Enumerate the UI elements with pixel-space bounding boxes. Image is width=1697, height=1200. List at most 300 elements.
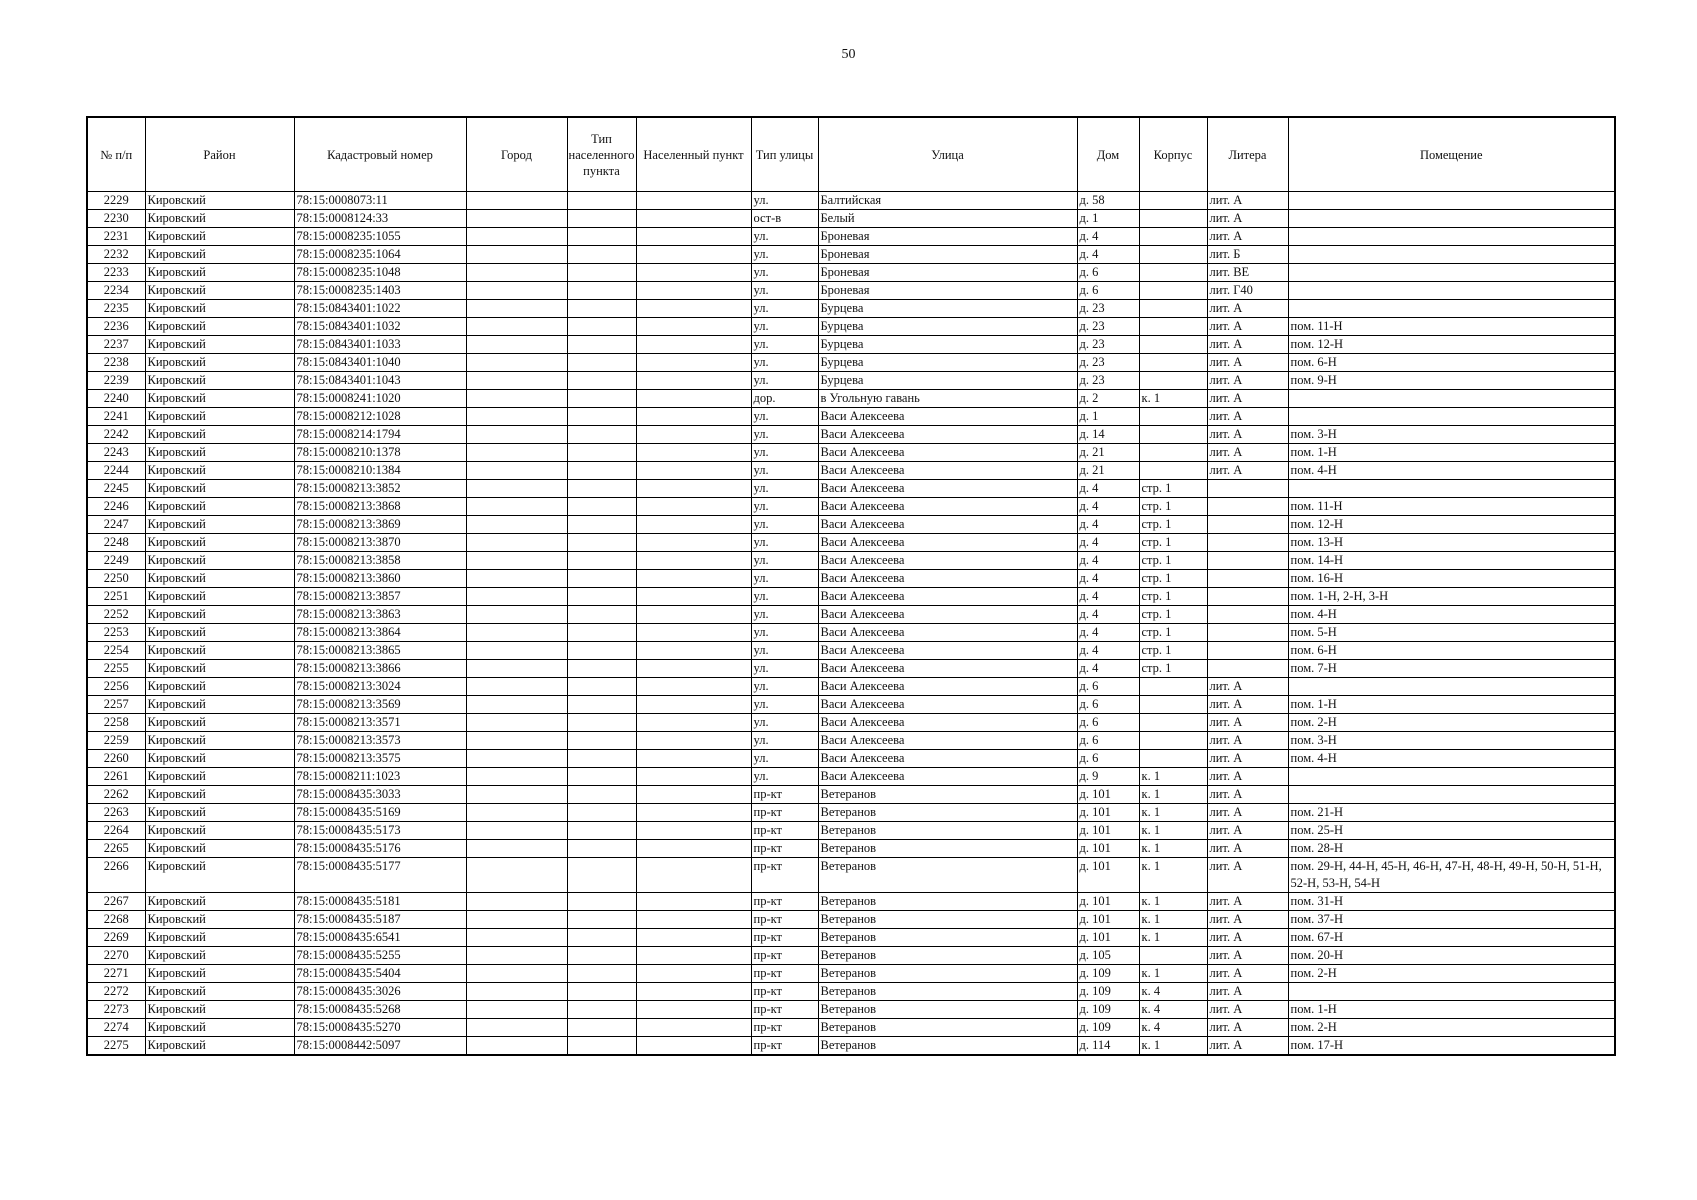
cell-street: Васи Алексеева bbox=[818, 768, 1077, 786]
cell-city bbox=[466, 965, 567, 983]
table-row bbox=[87, 588, 1615, 606]
cell-street-type: пр-кт bbox=[751, 822, 818, 840]
cell-city bbox=[466, 570, 567, 588]
cell-settlement bbox=[636, 750, 751, 768]
cell-building: к. 1 bbox=[1139, 840, 1207, 858]
cell-house: д. 21 bbox=[1077, 462, 1139, 480]
cell-letter: лит. А bbox=[1207, 840, 1288, 858]
cell-street: Васи Алексеева bbox=[818, 408, 1077, 426]
cell-city bbox=[466, 1019, 567, 1037]
cell-house: д. 101 bbox=[1077, 911, 1139, 929]
cell-letter: лит. А bbox=[1207, 983, 1288, 1001]
cell-street-type: ул. bbox=[751, 426, 818, 444]
cell-settlement bbox=[636, 282, 751, 300]
cell-letter: лит. А bbox=[1207, 408, 1288, 426]
cell-district: Кировский bbox=[145, 858, 294, 893]
cell-district: Кировский bbox=[145, 444, 294, 462]
cell-letter: лит. А bbox=[1207, 678, 1288, 696]
cell-street-type: ул. bbox=[751, 354, 818, 372]
cell-letter bbox=[1207, 606, 1288, 624]
cell-city bbox=[466, 318, 567, 336]
cell-district: Кировский bbox=[145, 408, 294, 426]
cell-house: д. 1 bbox=[1077, 210, 1139, 228]
cell-street-type: ул. bbox=[751, 282, 818, 300]
cell-settlement bbox=[636, 516, 751, 534]
cell-building bbox=[1139, 750, 1207, 768]
cell-district: Кировский bbox=[145, 354, 294, 372]
cell-building bbox=[1139, 444, 1207, 462]
cell-street-type: ост-в bbox=[751, 210, 818, 228]
cell-building: к. 1 bbox=[1139, 822, 1207, 840]
cell-cadastral-number: 78:15:0008124:33 bbox=[294, 210, 466, 228]
cell-street: Васи Алексеева bbox=[818, 660, 1077, 678]
table-row bbox=[87, 947, 1615, 965]
header-street: Улица bbox=[818, 117, 1077, 192]
table-row bbox=[87, 534, 1615, 552]
cell-house: д. 23 bbox=[1077, 372, 1139, 390]
cell-number: 2242 bbox=[87, 426, 145, 444]
cell-cadastral-number: 78:15:0008435:3033 bbox=[294, 786, 466, 804]
cell-number: 2271 bbox=[87, 965, 145, 983]
cell-house: д. 109 bbox=[1077, 1019, 1139, 1037]
table-row bbox=[87, 786, 1615, 804]
cell-letter: лит. А bbox=[1207, 714, 1288, 732]
cell-settlement-type bbox=[567, 965, 636, 983]
cell-number: 2250 bbox=[87, 570, 145, 588]
cell-city bbox=[466, 498, 567, 516]
cell-building bbox=[1139, 696, 1207, 714]
cell-number: 2257 bbox=[87, 696, 145, 714]
cell-house: д. 101 bbox=[1077, 893, 1139, 911]
cell-premises: пом. 1-Н bbox=[1288, 444, 1615, 462]
cell-premises bbox=[1288, 246, 1615, 264]
cell-city bbox=[466, 840, 567, 858]
cell-letter: лит. А bbox=[1207, 911, 1288, 929]
cell-number: 2252 bbox=[87, 606, 145, 624]
cell-number: 2260 bbox=[87, 750, 145, 768]
cell-letter: лит. А bbox=[1207, 696, 1288, 714]
cell-cadastral-number: 78:15:0008210:1384 bbox=[294, 462, 466, 480]
cell-cadastral-number: 78:15:0008213:3869 bbox=[294, 516, 466, 534]
cell-district: Кировский bbox=[145, 318, 294, 336]
cell-house: д. 6 bbox=[1077, 264, 1139, 282]
table-row bbox=[87, 1037, 1615, 1056]
cell-settlement-type bbox=[567, 336, 636, 354]
cell-settlement-type bbox=[567, 228, 636, 246]
header-street-type: Тип улицы bbox=[751, 117, 818, 192]
table-row bbox=[87, 606, 1615, 624]
table-row bbox=[87, 768, 1615, 786]
cell-settlement bbox=[636, 336, 751, 354]
cell-district: Кировский bbox=[145, 264, 294, 282]
cell-house: д. 2 bbox=[1077, 390, 1139, 408]
cell-settlement bbox=[636, 462, 751, 480]
cell-premises bbox=[1288, 408, 1615, 426]
cell-cadastral-number: 78:15:0008435:5270 bbox=[294, 1019, 466, 1037]
cell-cadastral-number: 78:15:0008213:3864 bbox=[294, 624, 466, 642]
cell-letter: лит. А bbox=[1207, 822, 1288, 840]
cell-letter bbox=[1207, 552, 1288, 570]
cell-number: 2244 bbox=[87, 462, 145, 480]
cell-cadastral-number: 78:15:0008213:3865 bbox=[294, 642, 466, 660]
cell-cadastral-number: 78:15:0008435:5176 bbox=[294, 840, 466, 858]
cell-street: Бурцева bbox=[818, 372, 1077, 390]
cell-city bbox=[466, 768, 567, 786]
cell-street-type: ул. bbox=[751, 768, 818, 786]
table-row bbox=[87, 965, 1615, 983]
cell-street: Бурцева bbox=[818, 354, 1077, 372]
cell-settlement bbox=[636, 390, 751, 408]
table-row bbox=[87, 858, 1615, 893]
cell-building: к. 1 bbox=[1139, 929, 1207, 947]
cell-number: 2270 bbox=[87, 947, 145, 965]
cell-district: Кировский bbox=[145, 804, 294, 822]
cell-street: Ветеранов bbox=[818, 929, 1077, 947]
cell-street-type: ул. bbox=[751, 642, 818, 660]
cell-letter: лит. А bbox=[1207, 318, 1288, 336]
cell-district: Кировский bbox=[145, 462, 294, 480]
cell-house: д. 4 bbox=[1077, 246, 1139, 264]
cell-settlement-type bbox=[567, 911, 636, 929]
cell-premises: пом. 25-Н bbox=[1288, 822, 1615, 840]
cell-premises bbox=[1288, 390, 1615, 408]
cell-premises: пом. 31-Н bbox=[1288, 893, 1615, 911]
cell-street-type: пр-кт bbox=[751, 1037, 818, 1056]
cell-city bbox=[466, 390, 567, 408]
cell-letter: лит. А bbox=[1207, 965, 1288, 983]
cell-street-type: ул. bbox=[751, 606, 818, 624]
cell-settlement bbox=[636, 354, 751, 372]
cell-building: к. 4 bbox=[1139, 1019, 1207, 1037]
cell-premises bbox=[1288, 282, 1615, 300]
cell-settlement bbox=[636, 534, 751, 552]
cell-cadastral-number: 78:15:0008435:5268 bbox=[294, 1001, 466, 1019]
cell-premises bbox=[1288, 768, 1615, 786]
cell-district: Кировский bbox=[145, 696, 294, 714]
cell-cadastral-number: 78:15:0008241:1020 bbox=[294, 390, 466, 408]
cell-city bbox=[466, 228, 567, 246]
table-row bbox=[87, 893, 1615, 911]
table-row bbox=[87, 498, 1615, 516]
cell-building: стр. 1 bbox=[1139, 642, 1207, 660]
cell-settlement bbox=[636, 300, 751, 318]
cell-cadastral-number: 78:15:0008442:5097 bbox=[294, 1037, 466, 1056]
cell-building bbox=[1139, 246, 1207, 264]
cell-number: 2233 bbox=[87, 264, 145, 282]
cell-house: д. 6 bbox=[1077, 282, 1139, 300]
cell-street-type: пр-кт bbox=[751, 965, 818, 983]
cell-cadastral-number: 78:15:0008435:5255 bbox=[294, 947, 466, 965]
cell-street: Васи Алексеева bbox=[818, 732, 1077, 750]
cell-city bbox=[466, 426, 567, 444]
cell-street: Ветеранов bbox=[818, 983, 1077, 1001]
table-row bbox=[87, 660, 1615, 678]
cell-settlement bbox=[636, 947, 751, 965]
cell-settlement bbox=[636, 768, 751, 786]
cell-building bbox=[1139, 714, 1207, 732]
cell-street-type: ул. bbox=[751, 372, 818, 390]
table-row bbox=[87, 336, 1615, 354]
cell-number: 2230 bbox=[87, 210, 145, 228]
cell-letter: лит. Б bbox=[1207, 246, 1288, 264]
cell-street: Васи Алексеева bbox=[818, 516, 1077, 534]
cell-city bbox=[466, 893, 567, 911]
cell-district: Кировский bbox=[145, 750, 294, 768]
cell-cadastral-number: 78:15:0008435:3026 bbox=[294, 983, 466, 1001]
cell-settlement bbox=[636, 642, 751, 660]
cell-city bbox=[466, 678, 567, 696]
table-row bbox=[87, 192, 1615, 210]
cell-street-type: пр-кт bbox=[751, 911, 818, 929]
cell-settlement bbox=[636, 624, 751, 642]
cell-street: Васи Алексеева bbox=[818, 606, 1077, 624]
cell-house: д. 114 bbox=[1077, 1037, 1139, 1056]
cell-city bbox=[466, 516, 567, 534]
cell-settlement bbox=[636, 804, 751, 822]
cell-settlement-type bbox=[567, 714, 636, 732]
cell-street: Белый bbox=[818, 210, 1077, 228]
cell-district: Кировский bbox=[145, 282, 294, 300]
cell-settlement bbox=[636, 498, 751, 516]
cell-premises: пом. 20-Н bbox=[1288, 947, 1615, 965]
cell-cadastral-number: 78:15:0008213:3870 bbox=[294, 534, 466, 552]
cell-number: 2235 bbox=[87, 300, 145, 318]
cell-cadastral-number: 78:15:0008212:1028 bbox=[294, 408, 466, 426]
cell-street-type: ул. bbox=[751, 516, 818, 534]
cell-city bbox=[466, 624, 567, 642]
cell-premises bbox=[1288, 480, 1615, 498]
cell-city bbox=[466, 300, 567, 318]
cell-settlement-type bbox=[567, 678, 636, 696]
cell-number: 2267 bbox=[87, 893, 145, 911]
cell-settlement bbox=[636, 965, 751, 983]
cell-street: Ветеранов bbox=[818, 947, 1077, 965]
cell-settlement bbox=[636, 1037, 751, 1056]
cell-house: д. 4 bbox=[1077, 642, 1139, 660]
cell-street-type: пр-кт bbox=[751, 804, 818, 822]
cell-letter: лит. А bbox=[1207, 192, 1288, 210]
cell-house: д. 4 bbox=[1077, 606, 1139, 624]
cell-street: Броневая bbox=[818, 264, 1077, 282]
cell-settlement bbox=[636, 929, 751, 947]
cell-street: Бурцева bbox=[818, 300, 1077, 318]
cell-street: Васи Алексеева bbox=[818, 624, 1077, 642]
cell-street: Ветеранов bbox=[818, 840, 1077, 858]
cell-street: Ветеранов bbox=[818, 1019, 1077, 1037]
cell-house: д. 109 bbox=[1077, 1001, 1139, 1019]
cell-settlement bbox=[636, 444, 751, 462]
cell-building: к. 1 bbox=[1139, 893, 1207, 911]
cell-settlement-type bbox=[567, 750, 636, 768]
header-city: Город bbox=[466, 117, 567, 192]
table-row bbox=[87, 642, 1615, 660]
cell-district: Кировский bbox=[145, 372, 294, 390]
cell-number: 2249 bbox=[87, 552, 145, 570]
cell-premises: пом. 3-Н bbox=[1288, 732, 1615, 750]
cell-number: 2236 bbox=[87, 318, 145, 336]
cell-settlement-type bbox=[567, 372, 636, 390]
cell-city bbox=[466, 192, 567, 210]
cell-house: д. 6 bbox=[1077, 750, 1139, 768]
cell-letter: лит. А bbox=[1207, 1001, 1288, 1019]
cell-building: к. 1 bbox=[1139, 911, 1207, 929]
cell-street: Васи Алексеева bbox=[818, 678, 1077, 696]
cell-cadastral-number: 78:15:0008435:5181 bbox=[294, 893, 466, 911]
cell-street: Ветеранов bbox=[818, 1037, 1077, 1056]
cell-building: стр. 1 bbox=[1139, 570, 1207, 588]
cell-city bbox=[466, 732, 567, 750]
cell-house: д. 23 bbox=[1077, 318, 1139, 336]
cell-premises bbox=[1288, 228, 1615, 246]
cell-building: стр. 1 bbox=[1139, 480, 1207, 498]
table-row bbox=[87, 444, 1615, 462]
cell-house: д. 4 bbox=[1077, 516, 1139, 534]
cell-settlement-type bbox=[567, 354, 636, 372]
cell-settlement-type bbox=[567, 858, 636, 893]
table-row bbox=[87, 983, 1615, 1001]
cell-premises bbox=[1288, 983, 1615, 1001]
cell-cadastral-number: 78:15:0008210:1378 bbox=[294, 444, 466, 462]
cell-settlement bbox=[636, 678, 751, 696]
cell-district: Кировский bbox=[145, 210, 294, 228]
cell-premises bbox=[1288, 264, 1615, 282]
cell-district: Кировский bbox=[145, 1001, 294, 1019]
table-row bbox=[87, 552, 1615, 570]
cell-settlement-type bbox=[567, 1001, 636, 1019]
cell-street-type: ул. bbox=[751, 228, 818, 246]
cell-house: д. 14 bbox=[1077, 426, 1139, 444]
header-settlement: Населенный пункт bbox=[636, 117, 751, 192]
cell-building bbox=[1139, 228, 1207, 246]
cell-cadastral-number: 78:15:0008235:1048 bbox=[294, 264, 466, 282]
cell-district: Кировский bbox=[145, 893, 294, 911]
cell-premises bbox=[1288, 192, 1615, 210]
cell-letter bbox=[1207, 660, 1288, 678]
cell-street: Ветеранов bbox=[818, 804, 1077, 822]
cell-premises: пом. 4-Н bbox=[1288, 750, 1615, 768]
cell-premises: пом. 2-Н bbox=[1288, 965, 1615, 983]
cell-house: д. 4 bbox=[1077, 552, 1139, 570]
cell-district: Кировский bbox=[145, 480, 294, 498]
cell-number: 2272 bbox=[87, 983, 145, 1001]
cell-district: Кировский bbox=[145, 965, 294, 983]
cell-number: 2232 bbox=[87, 246, 145, 264]
cell-city bbox=[466, 786, 567, 804]
table-row bbox=[87, 1001, 1615, 1019]
table-row bbox=[87, 462, 1615, 480]
cell-number: 2231 bbox=[87, 228, 145, 246]
cell-settlement-type bbox=[567, 498, 636, 516]
cell-city bbox=[466, 588, 567, 606]
cell-premises: пом. 5-Н bbox=[1288, 624, 1615, 642]
cell-house: д. 23 bbox=[1077, 300, 1139, 318]
cell-premises: пом. 16-Н bbox=[1288, 570, 1615, 588]
cell-house: д. 101 bbox=[1077, 840, 1139, 858]
cell-settlement bbox=[636, 192, 751, 210]
cell-city bbox=[466, 552, 567, 570]
cell-letter: лит. Г40 bbox=[1207, 282, 1288, 300]
cell-city bbox=[466, 750, 567, 768]
cell-district: Кировский bbox=[145, 552, 294, 570]
cell-building: к. 4 bbox=[1139, 1001, 1207, 1019]
table-row bbox=[87, 210, 1615, 228]
cell-street: Васи Алексеева bbox=[818, 462, 1077, 480]
cell-street: Броневая bbox=[818, 246, 1077, 264]
table-row bbox=[87, 516, 1615, 534]
cell-house: д. 4 bbox=[1077, 498, 1139, 516]
table-row bbox=[87, 804, 1615, 822]
cell-house: д. 4 bbox=[1077, 480, 1139, 498]
cell-building bbox=[1139, 947, 1207, 965]
cell-premises: пом. 37-Н bbox=[1288, 911, 1615, 929]
table-row bbox=[87, 822, 1615, 840]
table-row bbox=[87, 390, 1615, 408]
property-registry-table bbox=[86, 116, 1616, 1056]
cell-cadastral-number: 78:15:0008213:3857 bbox=[294, 588, 466, 606]
cell-street-type: ул. bbox=[751, 678, 818, 696]
cell-cadastral-number: 78:15:0008213:3569 bbox=[294, 696, 466, 714]
table-row bbox=[87, 480, 1615, 498]
cell-premises: пом. 6-Н bbox=[1288, 642, 1615, 660]
cell-street-type: пр-кт bbox=[751, 858, 818, 893]
cell-house: д. 109 bbox=[1077, 983, 1139, 1001]
cell-building: стр. 1 bbox=[1139, 516, 1207, 534]
cell-house: д. 1 bbox=[1077, 408, 1139, 426]
cell-premises: пом. 4-Н bbox=[1288, 462, 1615, 480]
cell-building bbox=[1139, 462, 1207, 480]
table-row bbox=[87, 408, 1615, 426]
cell-number: 2251 bbox=[87, 588, 145, 606]
cell-street: в Угольную гавань bbox=[818, 390, 1077, 408]
cell-number: 2259 bbox=[87, 732, 145, 750]
cell-settlement bbox=[636, 318, 751, 336]
cell-cadastral-number: 78:15:0008435:5177 bbox=[294, 858, 466, 893]
cell-letter: лит. А bbox=[1207, 786, 1288, 804]
cell-premises: пом. 1-Н bbox=[1288, 696, 1615, 714]
cell-premises: пом. 14-Н bbox=[1288, 552, 1615, 570]
cell-street-type: ул. bbox=[751, 480, 818, 498]
header-letter: Литера bbox=[1207, 117, 1288, 192]
cell-settlement bbox=[636, 372, 751, 390]
cell-settlement-type bbox=[567, 642, 636, 660]
cell-district: Кировский bbox=[145, 642, 294, 660]
cell-building bbox=[1139, 426, 1207, 444]
cell-street: Ветеранов bbox=[818, 858, 1077, 893]
cell-cadastral-number: 78:15:0008213:3852 bbox=[294, 480, 466, 498]
cell-letter: лит. А bbox=[1207, 228, 1288, 246]
cell-number: 2261 bbox=[87, 768, 145, 786]
cell-letter: лит. А bbox=[1207, 1037, 1288, 1056]
cell-house: д. 109 bbox=[1077, 965, 1139, 983]
table-row bbox=[87, 426, 1615, 444]
cell-cadastral-number: 78:15:0843401:1040 bbox=[294, 354, 466, 372]
cell-cadastral-number: 78:15:0008435:5404 bbox=[294, 965, 466, 983]
cell-street: Бурцева bbox=[818, 318, 1077, 336]
cell-settlement-type bbox=[567, 480, 636, 498]
cell-number: 2262 bbox=[87, 786, 145, 804]
cell-street: Васи Алексеева bbox=[818, 426, 1077, 444]
table-row bbox=[87, 732, 1615, 750]
cell-house: д. 6 bbox=[1077, 696, 1139, 714]
cell-district: Кировский bbox=[145, 300, 294, 318]
cell-street-type: пр-кт bbox=[751, 893, 818, 911]
cell-cadastral-number: 78:15:0008213:3868 bbox=[294, 498, 466, 516]
cell-settlement bbox=[636, 893, 751, 911]
cell-settlement bbox=[636, 588, 751, 606]
cell-street: Ветеранов bbox=[818, 786, 1077, 804]
cell-settlement bbox=[636, 786, 751, 804]
cell-number: 2255 bbox=[87, 660, 145, 678]
